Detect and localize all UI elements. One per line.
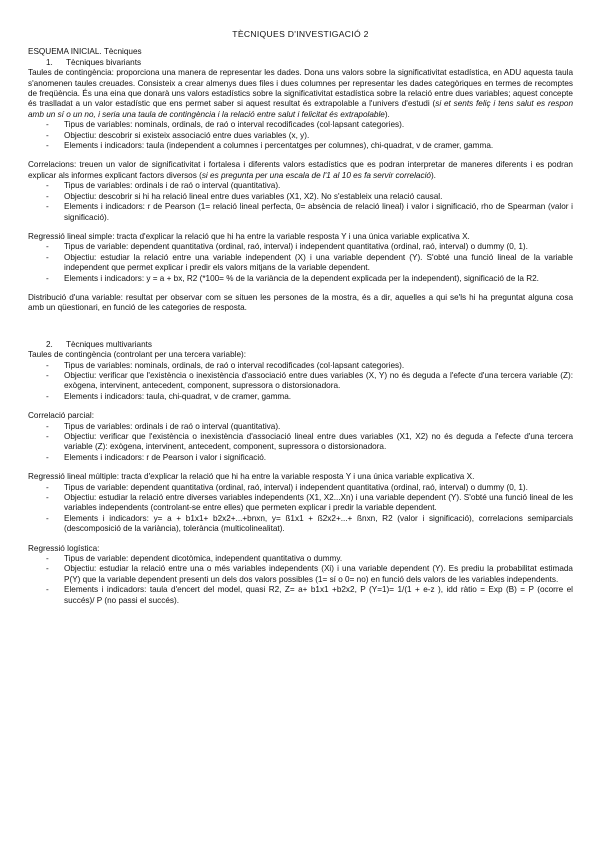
- term: Taules de contingència: [28, 350, 112, 360]
- bullet-text: Tipus de variables: ordinals i de raó o interval (quantitativa).: [64, 181, 281, 191]
- bullet-item: [28, 392, 573, 402]
- bullet-list: [28, 554, 573, 606]
- bullet-text: Tipus de variables: ordinals i de raó o interval (quantitativa).: [64, 421, 281, 431]
- bullet-text: Elements i indicadors: taula d'encert del model, quasi R2, Z= a+ b1x1 +b2x2, P (Y=1)= 1/(1 + e-z ), idd ràtio = Exp (B) = P (ocorre el succés)/ P (no passi el succés).: [64, 585, 573, 605]
- bullet-dash: -: [46, 452, 49, 462]
- bullet-dash: -: [46, 482, 49, 492]
- bullet-dash: -: [46, 493, 49, 503]
- bullet-dash: -: [46, 141, 49, 151]
- bullet-text: Tipus de variable: dependent quantitativa (ordinal, raó, interval) i independent quantitativa (ordinal, raó, interval) o dummy (0, 1).: [64, 482, 528, 492]
- bullet-item: [28, 564, 573, 585]
- section-heading: [28, 340, 573, 350]
- bullet-text: Tipus de variables: nominals, ordinals, de raó o interval recodificades (col·lapsant categories).: [64, 360, 405, 370]
- paragraph: [28, 293, 573, 314]
- bullet-dash: -: [46, 120, 49, 130]
- bullet-text: Objectiu: descobrir si hi ha relació lineal entre dues variables (X1, X2). No s'estableix una relació causal.: [64, 191, 443, 201]
- bullet-text: Tipus de variable: dependent dicotòmica, independent quantitativa o dummy.: [64, 554, 343, 564]
- bullet-text: Objectiu: estudiar la relació entre una variable independent (X) i una variable dependent (Y). S'obté una funció lineal de la variable independent que permet explicar i predir els valors mitjans de la variable dependent.: [64, 252, 573, 273]
- bullet-text: Elements i indicadors: y = a + bx, R2 (*100= % de la variància de la dependent explicada per la independent), significació de la R2.: [64, 273, 539, 283]
- bullet-dash: -: [46, 273, 49, 283]
- bullet-dash: -: [46, 554, 49, 564]
- bullet-text: Elements i indicadors: y= a + b1x1+ b2x2+...+bnxn, y= ß1x1 + ß2x2+...+ ßnxn, R2 (valor i significació), correlacions semiparcials (descomposició de la variància), tolerància (multicolinealitat).: [64, 513, 573, 534]
- paragraph: [28, 68, 573, 120]
- section-number: 1.: [46, 57, 53, 67]
- bullet-item: [28, 493, 573, 514]
- bullet-list: [28, 483, 573, 535]
- section-title: Tècniques multivariants: [66, 339, 153, 349]
- paragraph-end: ).: [384, 109, 390, 119]
- bullet-item: [28, 585, 573, 606]
- paragraph: [28, 232, 573, 242]
- bullet-dash: -: [46, 242, 49, 252]
- bullet-dash: -: [46, 202, 49, 212]
- bullet-list: [28, 120, 573, 151]
- term: Regressió lineal múltiple: [28, 472, 117, 482]
- paragraph-text: : treuen un valor de significativitat i fortalesa i diferents valors estadístics que es podran interpretar de maneres diferents i es podran explicar als informes explicant factors diversos (: [28, 160, 573, 180]
- bullet-list: [28, 242, 573, 284]
- bullet-dash: -: [46, 513, 49, 523]
- bullet-list: [28, 422, 573, 464]
- bullet-dash: -: [46, 564, 49, 574]
- paragraph: [28, 160, 573, 181]
- scheme-heading: ESQUEMA INICIAL. Tècniques: [28, 47, 142, 57]
- term: Correlació parcial: [28, 411, 92, 421]
- paragraph-text: :: [91, 411, 94, 421]
- bullet-list: [28, 361, 573, 403]
- paragraph-text: : tracta d'explicar la relació que hi ha entre la variable resposta Y i una única variable explicativa X.: [116, 472, 475, 482]
- italic-example: si et sents feliç i tens salut es respon amb un sí o un no, i seria una taula de contingència i la relació entre salut i felicitat és extrapolable: [28, 99, 574, 119]
- bullet-text: Objectiu: estudiar la relació entre una o més variables independents (Xi) i una variable dependent (Y). Es prediu la probabilitat estimada P(Y) que la variable dependent presenti un dels dos valors possibles (1= sí o 0= no) en funció dels valors de les variables independents.: [64, 564, 573, 584]
- bullet-text: Elements i indicadors: r de Pearson i valor i significació.: [64, 452, 267, 462]
- paragraph-text: : resultat per observar com se situen les persones de la mostra, és a dir, aquelles a qui se'ls hi ha preguntat alguna cosa amb un qüestionari, en funció de les categories de resposta.: [28, 292, 573, 313]
- document-title: TÈCNIQUES D'INVESTIGACIÓ 2: [232, 29, 369, 39]
- bullet-dash: -: [46, 191, 49, 201]
- term: Regressió lineal simple: [28, 231, 113, 241]
- bullet-text: Elements i indicadors: taula, chi-quadrat, v de cramer, gamma.: [64, 391, 292, 401]
- bullet-text: Objectiu: descobrir si existeix associació entre dues variables (x, y).: [64, 130, 310, 140]
- bullet-text: Objectiu: estudiar la relació entre diverses variables independents (X1, X2...Xn) i una variable dependent (Y). S'obté una funció lineal de les variables independents (controlant-se entre elles) que permeten explicar i predir la variable dependent.: [64, 493, 573, 513]
- bullet-item: [28, 192, 573, 202]
- bullet-item: [28, 371, 573, 392]
- bullet-item: [28, 120, 573, 130]
- section-heading: [28, 58, 573, 68]
- bullet-item: [28, 514, 573, 535]
- bullet-text: Tipus de variables: nominals, ordinals, de raó o interval recodificades (col·lapsant categories).: [64, 120, 405, 130]
- italic-example: si es pregunta per una escala de l'1 al 10 es fa servir correlació: [201, 170, 431, 180]
- sections-container: [28, 58, 573, 606]
- term: Correlacions: [28, 160, 74, 170]
- bullet-dash: -: [46, 181, 49, 191]
- paragraph: [28, 350, 573, 360]
- paragraph: [28, 544, 573, 554]
- bullet-item: [28, 181, 573, 191]
- bullet-text: Tipus de variable: dependent quantitativa (ordinal, raó, interval) i independent quantitativa (ordinal, raó, interval) o dummy (0, 1).: [64, 242, 528, 252]
- bullet-text: Elements i indicadors: taula (independent a columnes i percentatges per columnes), chi-quadrat, v de cramer, gamma.: [64, 141, 494, 151]
- paragraph-text: : proporciona una manera de representar les dades. Dona uns valors sobre la significativitat estadística, en ADU aquesta taula s'anomenen taules creuades. Consisteix a crear almenys dues files i dues columnes per representar les dades categòriques en termes de recomptes de freqüència. És una eina que donarà uns valors estadístics sobre la significativitat estadística sobre la relació entre dues variables; aquest concepte és traslladat a un valor estadístic que ens permet saber si aquest resultat és extrapolable a l'univers d'estudi (: [28, 68, 573, 109]
- bullet-item: [28, 422, 573, 432]
- bullet-item: [28, 253, 573, 274]
- bullet-text: Objectiu: verificar que l'existència o inexistència d'associació lineal entre dues variables (X1, X2) no és deguda a l'efecte d'una tercera variable (Z): exògena, intervinent, antecedent, component, supressora o distorsionadora.: [64, 432, 573, 452]
- bullet-dash: -: [46, 432, 49, 441]
- bullet-dash: -: [46, 130, 49, 140]
- bullet-dash: -: [46, 391, 49, 401]
- bullet-item: [28, 483, 573, 493]
- bullet-item: [28, 554, 573, 564]
- bullet-dash: -: [46, 252, 49, 262]
- term: Distribució d'una variable: [28, 292, 121, 302]
- paragraph-text: :: [97, 543, 100, 553]
- term: Regressió logística: [28, 543, 98, 553]
- bullet-list: [28, 181, 573, 223]
- bullet-item: [28, 361, 573, 371]
- bullet-text: Elements i indicadors: r de Pearson (1= relació lineal perfecta, 0= absència de relació lineal) i valor i significació, rho de Spearman (valor i significació).: [64, 202, 573, 222]
- bullet-dash: -: [46, 585, 49, 595]
- bullet-item: [28, 274, 573, 284]
- paragraph-text: : tracta d'explicar la relació que hi ha entre la variable resposta Y i una única variable explicativa X.: [112, 231, 470, 241]
- bullet-item: [28, 453, 573, 463]
- term: Taules de contingència: [28, 68, 112, 78]
- bullet-item: [28, 202, 573, 223]
- paragraph: [28, 472, 573, 482]
- document-page: [28, 0, 573, 606]
- bullet-item: [28, 131, 573, 141]
- bullet-text: Objectiu: verificar que l'existència o inexistència d'associació entre dues variables (X, Y) no és deguda a l'efecte d'una tercera variable (Z): exògena, intervinent, antecedent, component, supressora o distorsionadora.: [64, 370, 573, 391]
- paragraph: [28, 411, 573, 421]
- bullet-item: [28, 432, 573, 453]
- bullet-dash: -: [46, 370, 49, 380]
- bullet-dash: -: [46, 421, 49, 431]
- bullet-dash: -: [46, 360, 49, 370]
- paragraph-text: (controlant per una tercera variable):: [111, 350, 247, 360]
- paragraph-end: ).: [430, 170, 436, 180]
- bullet-item: [28, 141, 573, 151]
- bullet-item: [28, 242, 573, 252]
- section-title: Tècniques bivariants: [66, 57, 142, 67]
- section-number: 2.: [46, 339, 53, 349]
